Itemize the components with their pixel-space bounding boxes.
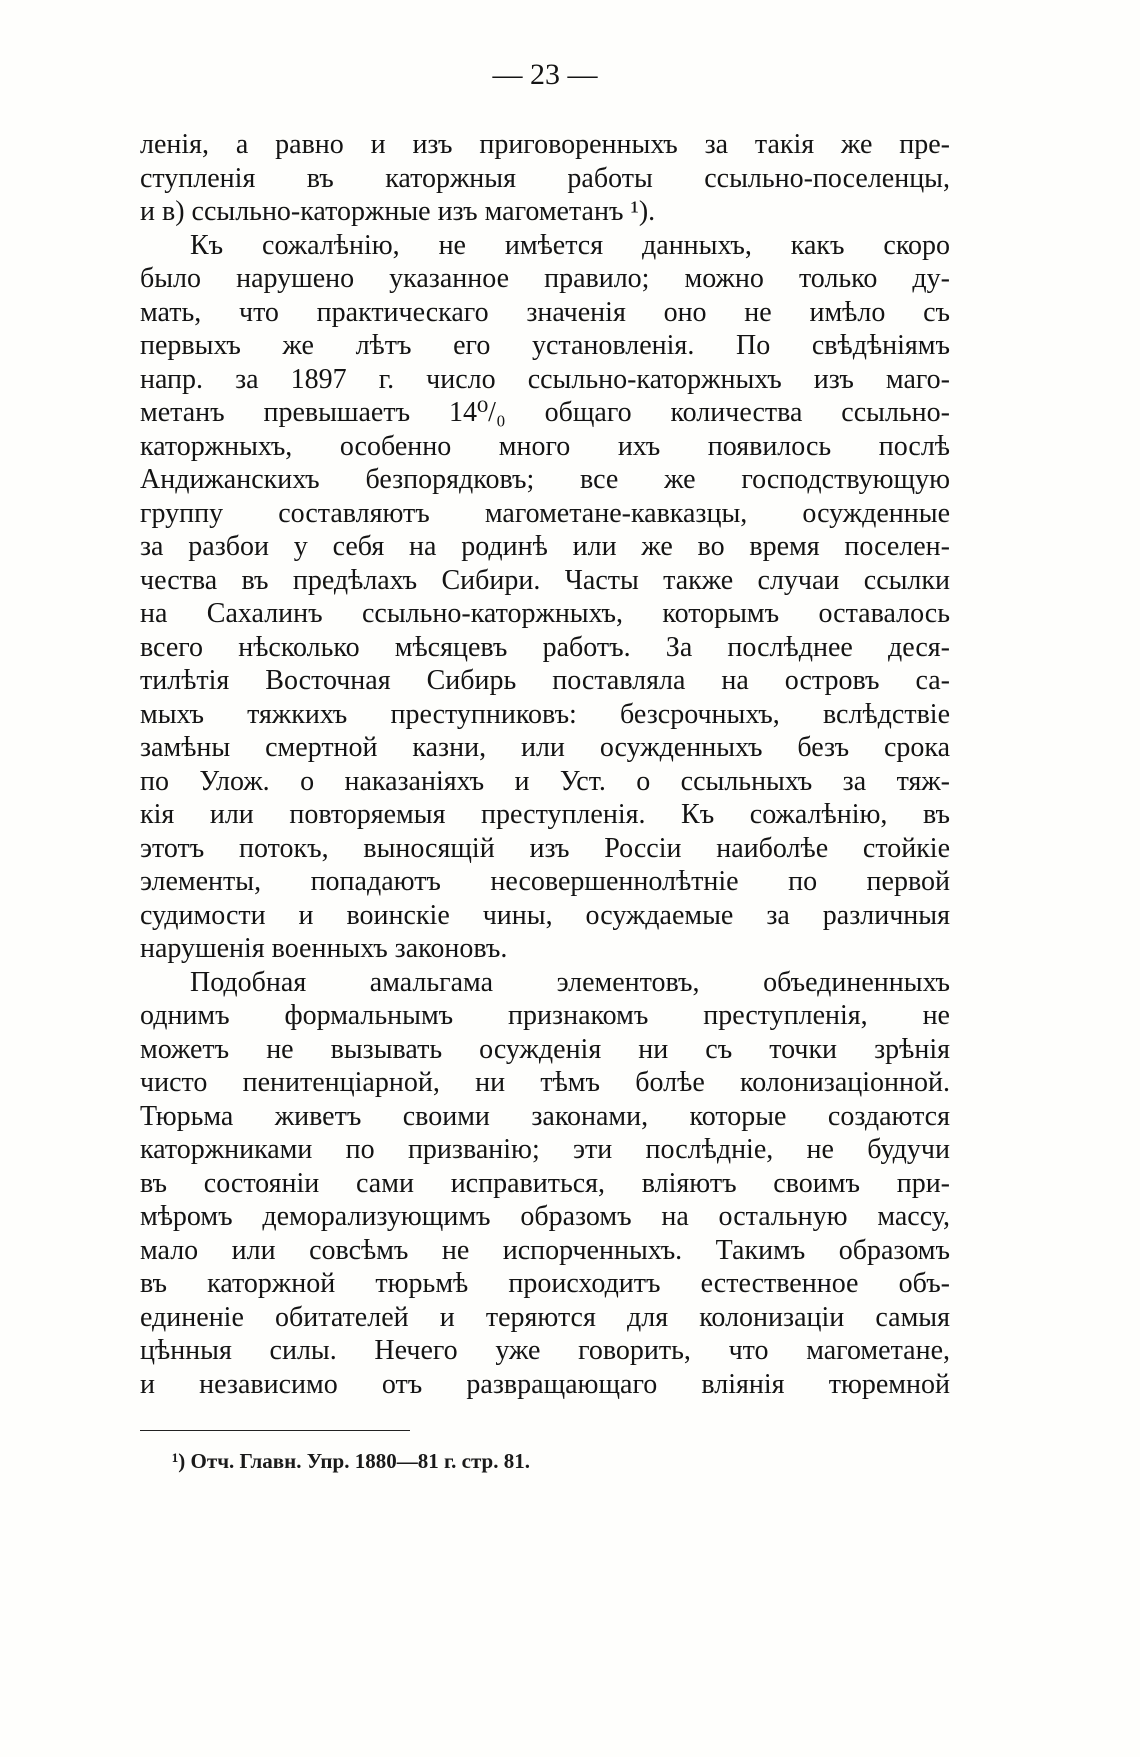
text-line: группу составляютъ магометане-кавказцы, осужденные	[140, 497, 950, 529]
paragraph-2	[140, 229, 950, 966]
text-line: и в) ссыльно-каторжные изъ магометанъ ¹).	[140, 196, 656, 227]
text-line: метанъ превышаетъ 14⁰/₀ общаго количества ссыльно-	[140, 397, 950, 428]
text-line: первыхъ же лѣтъ его установленія. По свѣдѣніямъ	[140, 330, 950, 361]
text-line: элементы, попадаютъ несовершеннолѣтніе по первой	[140, 866, 950, 897]
text-line: Тюрьма живетъ своими законами, которые создаются	[140, 1100, 950, 1132]
text-line: замѣны смертной казни, или осужденныхъ безъ срока	[140, 732, 950, 763]
text-line: Подобная амальгама элементовъ, объединенныхъ	[190, 966, 950, 998]
text-line: и независимо отъ развращающаго вліянія тюремной	[140, 1368, 950, 1400]
text-line: напр. за 1897 г. число ссыльно-каторжныхъ изъ маго-	[140, 363, 950, 395]
text-line: въ каторжной тюрьмѣ происходитъ естественное объ-	[140, 1268, 950, 1299]
text-line: Къ сожалѣнію, не имѣется данныхъ, какъ скоро	[190, 229, 950, 261]
text-line: мѣромъ деморализующимъ образомъ на остальную массу,	[140, 1201, 950, 1232]
text-line: нарушенія военныхъ законовъ.	[140, 933, 508, 964]
text-line: мыхъ тяжкихъ преступниковъ: безсрочныхъ, вслѣдствіе	[140, 698, 950, 730]
text-line: однимъ формальнымъ признакомъ преступленія, не	[140, 1000, 950, 1031]
text-line: на Сахалинъ ссыльно-каторжныхъ, которымъ оставалось	[140, 598, 950, 629]
footnote-divider	[140, 1430, 410, 1431]
footnote: ¹) Отч. Главн. Упр. 1880—81 г. стр. 81.	[172, 1449, 530, 1473]
text-line: тилѣтія Восточная Сибирь поставляла на островъ са-	[140, 665, 950, 696]
text-line: чества въ предѣлахъ Сибири. Часты также случаи ссылки	[140, 564, 950, 596]
text-line: можетъ не вызывать осужденія ни съ точки зрѣнія	[140, 1033, 950, 1065]
text-line: было нарушено указанное правило; можно только ду-	[140, 263, 950, 294]
text-line: ступленія въ каторжныя работы ссыльно-поселенцы,	[140, 162, 950, 194]
text-line: за разбои у себя на родинѣ или же во время поселен-	[140, 531, 950, 562]
text-line: кія или повторяемыя преступленія. Къ сожалѣнію, въ	[140, 799, 950, 830]
text-line: каторжныхъ, особенно много ихъ появилось послѣ	[140, 430, 950, 462]
paragraph-3	[140, 966, 950, 1402]
text-line: чисто пенитенціарной, ни тѣмъ болѣе колонизаціонной.	[140, 1067, 950, 1098]
text-line: цѣнныя силы. Нечего уже говорить, что магометане,	[140, 1335, 950, 1366]
text-line: по Улож. о наказаніяхъ и Уст. о ссыльныхъ за тяж-	[140, 765, 950, 797]
text-line: этотъ потокъ, выносящій изъ Россіи наиболѣе стойкіе	[140, 832, 950, 864]
text-line: въ состояніи сами исправиться, вліяютъ своимъ при-	[140, 1167, 950, 1199]
text-line: единеніе обитателей и теряются для колонизаціи самыя	[140, 1301, 950, 1333]
text-line: всего нѣсколько мѣсяцевъ работъ. За послѣднее деся-	[140, 631, 950, 663]
text-line: судимости и воинскіе чины, осуждаемые за различныя	[140, 899, 950, 931]
text-line: ленія, а равно и изъ приговоренныхъ за такія же пре-	[140, 129, 950, 160]
text-line: Андижанскихъ безпорядковъ; все же господствующую	[140, 464, 950, 495]
page-number: — 23 —	[492, 58, 598, 91]
text-line: мать, что практическаго значенія оно не имѣло съ	[140, 296, 950, 328]
text-line: каторжниками по призванію; эти послѣдніе, не будучи	[140, 1134, 950, 1165]
text-line: мало или совсѣмъ не испорченныхъ. Такимъ образомъ	[140, 1234, 950, 1266]
body-text	[140, 128, 950, 1401]
paragraph-1	[140, 128, 950, 229]
